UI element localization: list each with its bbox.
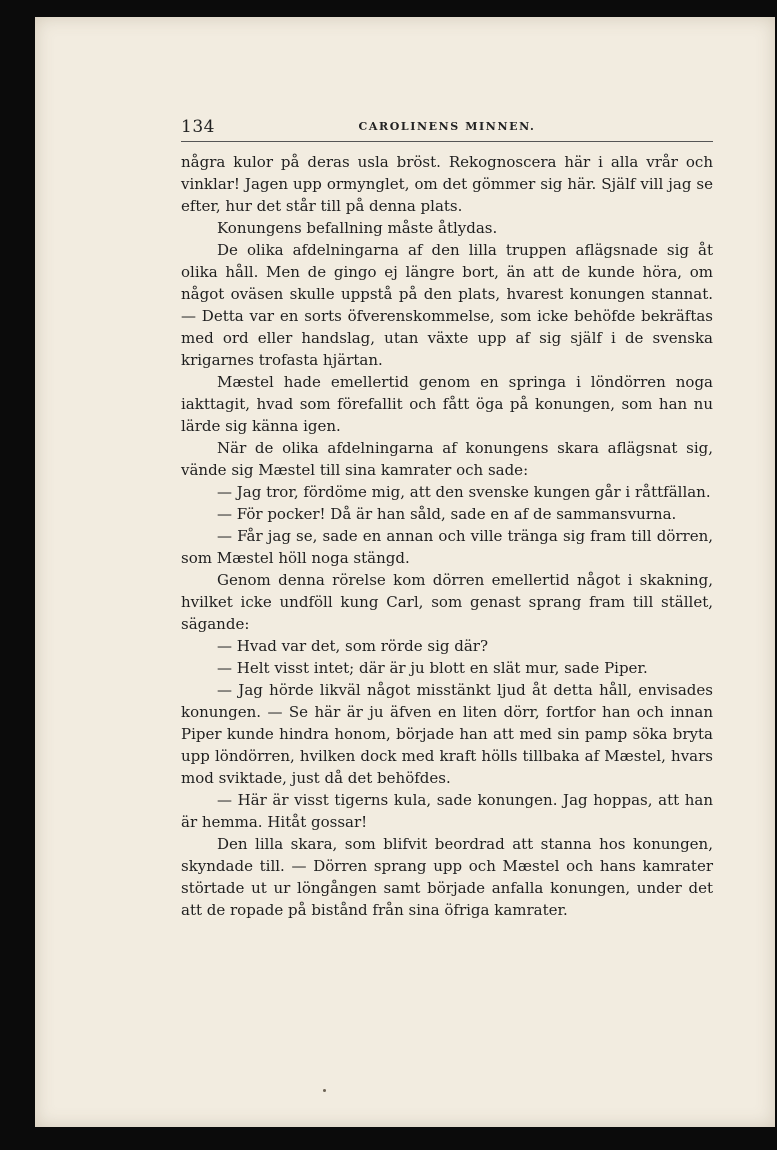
- paragraph-11: — Helt visst intet; där är ju blott en slät mur, sade Piper.: [217, 659, 648, 677]
- paragraph-1: några kulor på deras usla bröst. Rekognoscera här i alla vrår och vinklar! Jagen upp ormynglet, om det gömmer sig här. Själf vill jag se efter, hur det står till på denna plats.: [181, 153, 713, 215]
- paragraph-7: — För pocker! Då är han såld, sade en af de sammansvurna.: [217, 505, 677, 523]
- header-rule: [181, 141, 713, 142]
- paragraph-4: Mæstel hade emellertid genom en springa i löndörren noga iakttagit, hvad som förefallit och fått öga på konungen, som han nu lärde sig känna igen.: [181, 373, 713, 435]
- paragraph-6: — Jag tror, fördöme mig, att den svenske kungen går i råttfällan.: [217, 483, 711, 501]
- body-text: [181, 151, 713, 921]
- book-page: [35, 17, 775, 1127]
- paragraph-3: De olika afdelningarna af den lilla truppen aflägsnade sig åt olika håll. Men de gingo ej längre bort, än att de kunde höra, om något oväsen skulle uppstå på den plats, hvarest konungen stannat. — Detta var en sorts öfverenskommelse, som icke behöfde bekräftas med ord eller handslag, utan växte upp af sig själf i de svenska krigarnes trofasta hjärtan.: [181, 241, 713, 369]
- paragraph-2: Konungens befallning måste åtlydas.: [217, 219, 498, 237]
- page-speck: [323, 1089, 326, 1092]
- paragraph-5: När de olika afdelningarna af konungens skara aflägsnat sig, vände sig Mæstel till sina kamrater och sade:: [181, 439, 713, 479]
- paragraph-13: — Här är visst tigerns kula, sade konungen. Jag hoppas, att han är hemma. Hitåt gossar!: [181, 791, 713, 831]
- paragraph-8: — Får jag se, sade en annan och ville tränga sig fram till dörren, som Mæstel höll noga stängd.: [181, 527, 713, 567]
- paragraph-14: Den lilla skara, som blifvit beordrad att stanna hos konungen, skyndade till. — Dörren sprang upp och Mæstel och hans kamrater störtade ut ur löngången samt började anfalla konungen, under det att de ropade på bistånd från sina öfriga kamrater.: [181, 835, 713, 919]
- page-header: [181, 117, 713, 141]
- running-title: CAROLINENS MINNEN.: [358, 120, 536, 133]
- paragraph-12: — Jag hörde likväl något misstänkt ljud åt detta håll, envisades konungen. — Se här är ju äfven en liten dörr, fortfor han och innan Piper kunde hindra honom, började han att med sin pamp söka bryta upp löndörren, hvilken dock med kraft hölls tillbaka af Mæstel, hvars mod sviktade, just då det behöfdes.: [181, 681, 713, 787]
- paragraph-10: — Hvad var det, som rörde sig där?: [217, 637, 488, 655]
- paragraph-9: Genom denna rörelse kom dörren emellertid något i skakning, hvilket icke undföll kung Carl, som genast sprang fram till stället, sägande:: [181, 571, 713, 633]
- page-number: 134: [181, 117, 215, 137]
